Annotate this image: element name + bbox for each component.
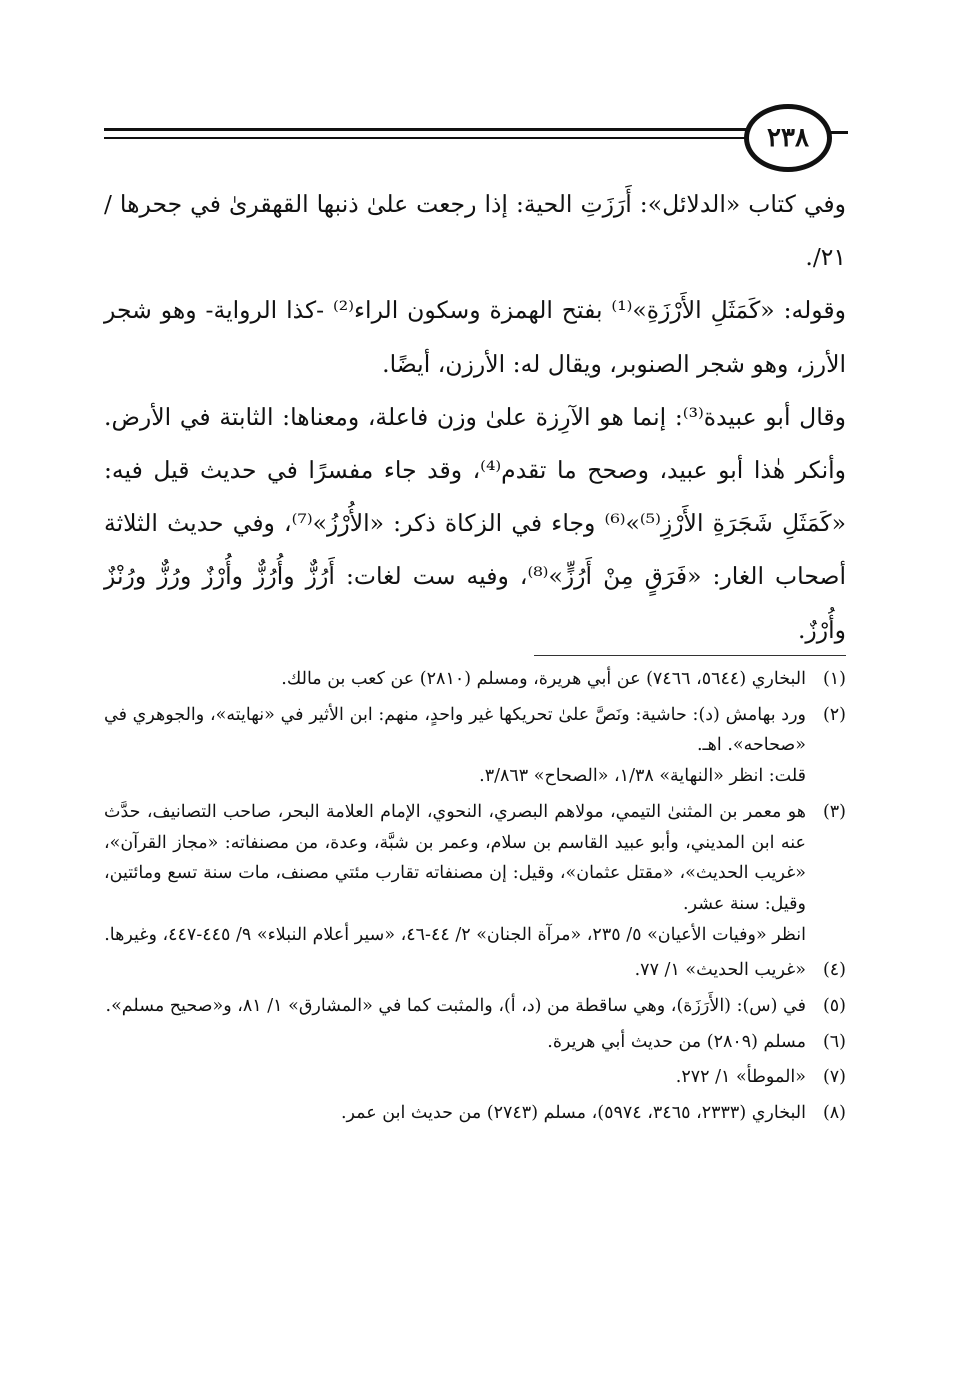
page-number-label: ٢٣٨ xyxy=(767,123,809,153)
footnote-number: (٦) xyxy=(822,1031,846,1052)
footnote-item xyxy=(104,664,846,695)
footnote-item xyxy=(104,797,846,951)
footnote-text: قلت: انظر «النهاية» ١/٣٨، «الصحاح» ٣/٨٦٣. xyxy=(479,766,806,787)
footnote-item xyxy=(104,1027,846,1058)
paragraph: وقال أبو عبيدة⁽³⁾: إنما هو الآرِزة علىٰ وزن فاعلة، ومعناها: الثابتة في الأرض. وأنكر هٰذا أبو عبيد، وصحح ما تقدم⁽⁴⁾، وقد جاء مفسرًا في حديث قيل فيه: «كَمَثَلِ شَجَرَةِ الأَرْزِ⁽⁵⁾»⁽⁶⁾ وجاء في الزكاة ذكر: «الأُرْزُ»⁽⁷⁾، وفي حديث الثلاثة أصحاب الغار: «فَرَقٍ مِنْ أَرُزٍّ»⁽⁸⁾، وفيه ست لغات: أَرُزٌّ وأُرُزٌّ وأُرْزٌ ورُزٌّ ورُنْزٌ وأُرْزٌ. xyxy=(104,402,847,644)
header-rule-top xyxy=(104,128,750,131)
footnote-number: (١) xyxy=(822,669,846,689)
footnote-text: هو معمر بن المثنىٰ التيمي، مولاهم البصري، النحوي، الإمام العلامة البحر، صاحب التصانيف، حدَّث عنه ابن المديني، وأبو عبيد القاسم بن سلام، وعمر بن شبَّة، وعدة، من مصنفاته: «مجاز القرآن»، «غريب الحديث»، «مقتل عثمان»، وقيل: إن مصنفاته تقارب مئتي مصنف، مات سنة تسع ومائتين، وقيل: سنة عشر. xyxy=(104,801,806,914)
header-rule-middle xyxy=(104,137,750,139)
footnote-number: (٢) xyxy=(822,704,846,725)
footnote-item xyxy=(104,1098,846,1129)
footnote-item xyxy=(104,700,846,792)
footnote-text: البخاري (٥٦٤٤، ٧٤٦٦) عن أبي هريرة، ومسلم (٢٨١٠) عن كعب بن مالك. xyxy=(281,669,806,689)
footnote-text: ورد بهامش (د): حاشية: ونَصَّ علىٰ تحريكها غير واحدٍ، منهم: ابن الأثير في «نهايته»، والجوهري في «صحاحه». اهـ. xyxy=(104,704,806,756)
footnote-number: (٤) xyxy=(822,960,846,981)
footnote-text: البخاري (٢٣٣٣، ٣٤٦٥، ٥٩٧٤)، مسلم (٢٧٤٣) من حديث ابن عمر. xyxy=(340,1103,806,1124)
footnote-separator xyxy=(534,655,846,656)
footnote-text: في (س): (الأَرَزَة)، وهي ساقطة من (د، أ)، والمثبت كما في «المشارق» ١/ ٨١، و«صحيح مسلم». xyxy=(105,996,806,1017)
footnote-text: «غريب الحديث» ١/ ٧٧. xyxy=(634,960,806,981)
paragraph: وقوله: «كَمَثَلِ الأَرْزَةِ»⁽¹⁾ بفتح الهمزة وسكون الراء⁽²⁾ -كذا الرواية- وهو شجر الأرز، وهو شجر الصنوبر، ويقال له: الأرزن، أيضًا. xyxy=(104,296,847,378)
footnote-number: (٥) xyxy=(822,996,846,1017)
footnote-text: انظر «وفيات الأعيان» ٥/ ٢٣٥، «مرآة الجنان» ٢/ ٤٤-٤٦، «سير أعلام النبلاء» ٩/ ٤٤٥-٤٤٧، وغيرها. xyxy=(104,924,806,945)
footnote-number: (٧) xyxy=(822,1067,846,1088)
footnotes xyxy=(104,664,846,1129)
paragraph: وفي كتاب «الدلائل»: أَرَزَتِ الحية: إذا رجعت علىٰ ذنبها القهقرىٰ في جحرها /٢١/. xyxy=(104,190,846,272)
footnote-text: مسلم (٢٨٠٩) من حديث أبي هريرة. xyxy=(547,1031,806,1052)
footnote-text: «الموطأ» ١/ ٢٧٢. xyxy=(675,1067,806,1088)
footnote-number: (٣) xyxy=(822,801,846,822)
footnote-item xyxy=(104,1062,846,1093)
main-text xyxy=(104,178,846,657)
footnote-number: (٨) xyxy=(822,1103,846,1124)
page-number xyxy=(744,104,832,172)
footnote-item xyxy=(104,991,846,1022)
footnote-item xyxy=(104,955,846,986)
